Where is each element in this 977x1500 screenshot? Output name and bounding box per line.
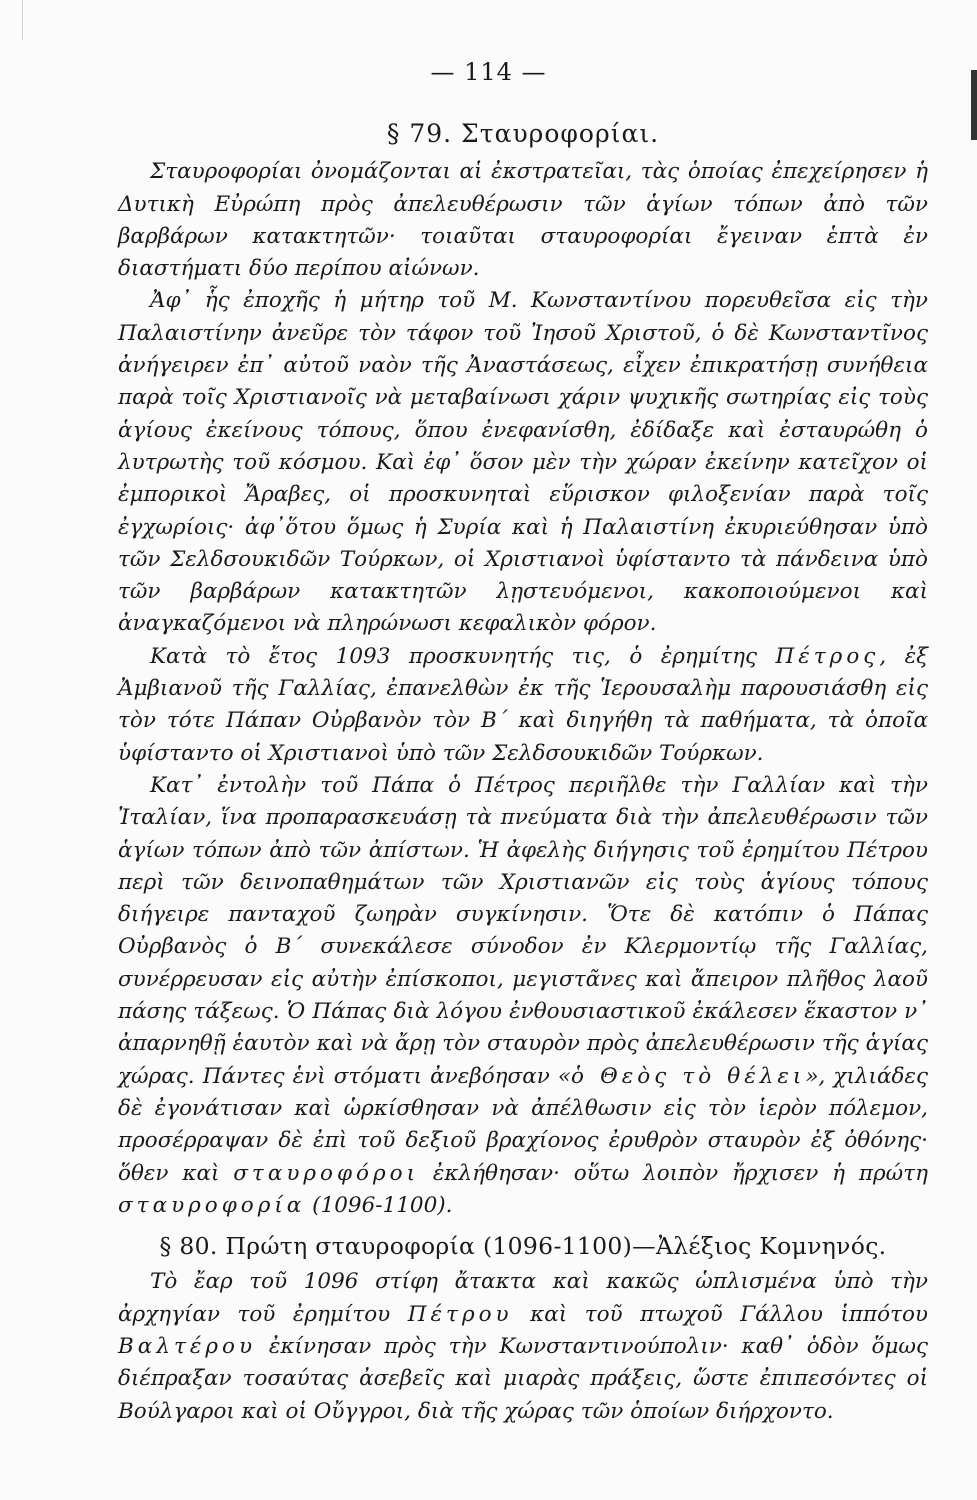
section-80-paragraph-1 xyxy=(118,1266,928,1427)
section-80-heading: § 80. Πρώτη σταυροφορία (1096-1100)—Ἀλέξιος Κομνηνός. xyxy=(159,1232,887,1261)
section-79-paragraph-3 xyxy=(118,641,928,770)
paragraph-text: Κατὰ τὸ ἔτος 1093 προσκυνητής τις, ὁ ἐρημίτης xyxy=(150,643,776,669)
page-number: — 114 — xyxy=(430,58,547,86)
paragraph-text: Τὸ ἔαρ τοῦ 1096 στίφη ἄτακτα καὶ κακῶς ὡπλισμένα ὑπὸ τὴν ἀρχηγίαν τοῦ ἐρημίτου xyxy=(118,1269,928,1327)
spaced-name: Βαλτέρου xyxy=(118,1333,257,1359)
paragraph-text: , ἐξ Ἀμβιανοῦ τῆς Γαλλίας, ἐπανελθὼν ἐκ τῆς Ἱερουσαλὴμ παρουσιάσθη εἰς τὸν τότε Πάπαν Οὐρβανὸν τὸν Β΄ καὶ διηγήθη τὰ παθήματα, τὰ ὁποῖα ὑφίσταντο οἱ Χριστιανοὶ ὑπὸ τῶν Σελδσουκιδῶν Τούρκων. xyxy=(118,643,928,766)
spaced-name: Πέτρου xyxy=(407,1301,513,1327)
section-79-paragraph-2: Ἀφ᾽ ἧς ἐποχῆς ἡ μήτηρ τοῦ Μ. Κωνσταντίνου πορευθεῖσα εἰς τὴν Παλαιστίνην ἀνεῦρε τὸν τάφον τοῦ Ἰησοῦ Χριστοῦ, ὁ δὲ Κωνσταντῖνος ἀνήγειρεν ἐπ᾽ αὐτοῦ ναὸν τῆς Ἀναστάσεως, εἶχεν ἐπικρατήσῃ συνήθεια παρὰ τοῖς Χριστιανοῖς νὰ μεταβαίνωσι χάριν ψυχικῆς σωτηρίας εἰς τοὺς ἁγίους ἐκείνους τόπους, ὅπου ἐνεφανίσθη, ἐδίδαξε καὶ ἐσταυρώθη ὁ λυτρωτὴς τοῦ κόσμου. Καὶ ἐφ᾽ ὅσον μὲν τὴν χώραν ἐκείνην κατεῖχον οἱ ἐμπορικοὶ Ἄραβες, οἱ προσκυνηταὶ εὕρισκον φιλοξενίαν παρὰ τοῖς ἐγχωρίοις· ἀφ᾽ὅτου ὅμως ἡ Συρία καὶ ἡ Παλαιστίνη ἐκυριεύθησαν ὑπὸ τῶν Σελδσουκιδῶν Τούρκων, οἱ Χριστιανοὶ ὑφίσταντο τὰ πάνδεινα ὑπὸ τῶν βαρβάρων κατακτητῶν λῃστευόμενοι, κακοποιούμενοι καὶ ἀναγκαζόμενοι νὰ πληρώνωσι κεφαλικὸν φόρον. xyxy=(118,288,928,637)
spaced-name: Πέτρος xyxy=(775,643,880,669)
spaced-term: σταυροφόροι xyxy=(233,1160,420,1186)
paragraph-text: Κατ᾽ ἐντολὴν τοῦ Πάπα ὁ Πέτρος περιῆλθε τὴν Γαλλίαν καὶ τὴν Ἰταλίαν, ἵνα προπαρασκευάσῃ τὰ πνεύματα διὰ τὴν ἀπελευθέρωσιν τῶν ἁγίων τόπων ἀπὸ τῶν ἀπίστων. Ἡ ἀφελὴς διήγησις τοῦ ἐρημίτου Πέτρου περὶ τῶν δεινοπαθημάτων τῶν Χριστιανῶν εἰς τοὺς ἁγίους τόπους διήγειρε πανταχοῦ ζωηρὰν συγκίνησιν. Ὅτε δὲ κατόπιν ὁ Πάπας Οὐρβανὸς ὁ Β΄ συνεκάλεσε σύνοδον ἐν Κλερμοντίῳ τῆς Γαλλίας, συνέρρευσαν εἰς αὐτὴν ἐπίσκοποι, μεγιστᾶνες καὶ ἄπειρον πλῆθος λαοῦ πάσης τάξεως. Ὁ Πάπας διὰ λόγου ἐνθουσιαστικοῦ ἐκάλεσεν ἕκαστον ν᾽ ἀπαρνηθῇ ἑαυτὸν καὶ νὰ ἄρῃ τὸν σταυρὸν πρὸς ἀπελευθέρωσιν τῆς ἁγίας χώρας. Πάντες ἑνὶ στόματι ἀνεβόησαν « xyxy=(118,772,928,1089)
crusader-cry: ὁ Θεὸς τὸ θέλει xyxy=(571,1063,806,1089)
paragraph-text: (1096-1100). xyxy=(305,1192,453,1218)
section-79-paragraph-1: Σταυροφορίαι ὀνομάζονται αἱ ἐκστρατεῖαι, τὰς ὁποίας ἐπεχείρησεν ἡ Δυτικὴ Εὐρώπη πρὸς ἀπελευθέρωσιν τῶν ἁγίων τόπων ἀπὸ τῶν βαρβάρων κατακτητῶν· τοιαῦται σταυροφορίαι ἔγειναν ἑπτὰ ἐν διαστήματι δύο περίπου αἰώνων. xyxy=(118,159,928,282)
paragraph-text: », χιλιάδες δὲ ἐγονάτισαν καὶ ὡρκίσθησαν νὰ ἀπέλθωσιν εἰς τὸν ἱερὸν πόλεμον, προσέρραψαν δὲ ἐπὶ τοῦ δεξιοῦ βραχίονος ἐρυθρὸν σταυρὸν ἐξ ὀθόνης· ὅθεν καὶ xyxy=(118,1063,928,1186)
paragraph-text: καὶ τοῦ πτωχοῦ Γάλλου ἱππότου xyxy=(512,1301,928,1327)
page-content xyxy=(118,118,928,1428)
spaced-term: σταυροφορία xyxy=(118,1192,306,1218)
paragraph-text: ἐκλήθησαν· οὕτω λοιπὸν ἤρχισεν ἡ πρώτη xyxy=(419,1160,928,1186)
scan-corner-mark xyxy=(0,0,23,40)
section-79-heading: § 79. Σταυροφορίαι. xyxy=(386,119,660,148)
paragraph-text: ἐκίνησαν πρὸς τὴν Κωνσταντινούπολιν· καθ᾽ ὁδὸν ὅμως διέπραξαν τοσαύτας ἀσεβεῖς καὶ μιαρὰς πράξεις, ὥστε ἐπιπεσόντες οἱ Βούλγαροι καὶ οἱ Οὔγγροι, διὰ τῆς χώρας τῶν ὁποίων διήρχοντο. xyxy=(118,1333,928,1424)
section-79-paragraph-4 xyxy=(118,770,928,1222)
